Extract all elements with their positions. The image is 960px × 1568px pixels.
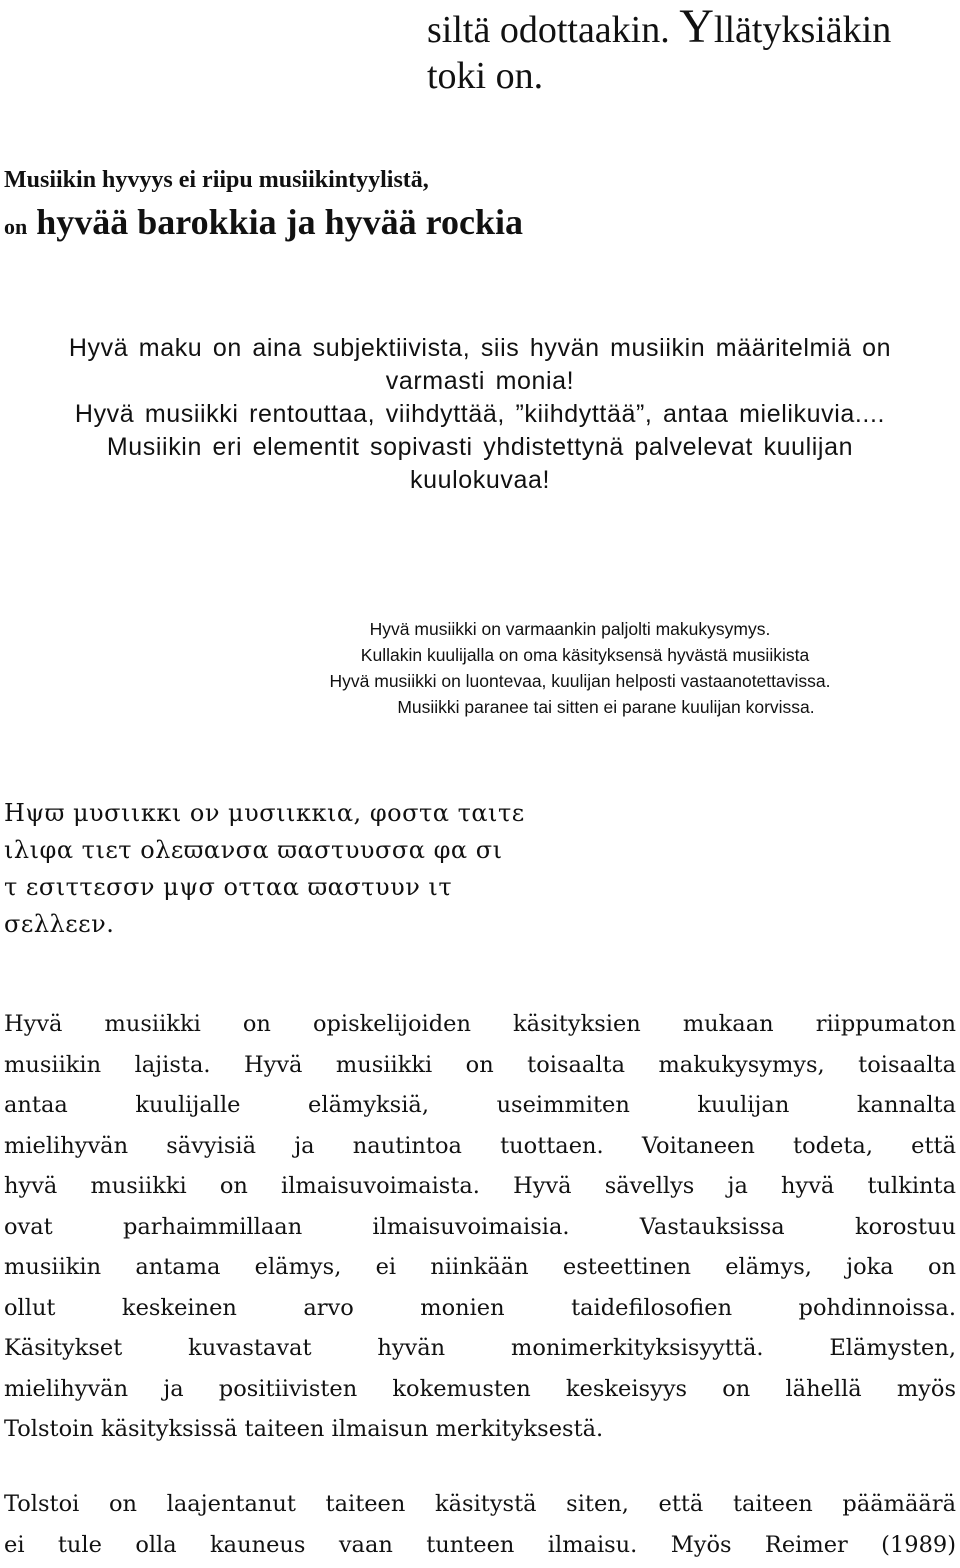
top-text-fragment [427, 0, 957, 99]
para2-line: Tolstoi on laajentanut taiteen käsitystä siten, että taiteen päämäärä [4, 1491, 956, 1517]
body-paragraph-2 [4, 1484, 956, 1565]
quote2-line: Hyvä musiikki on varmaankin paljolti makukysymys. [369, 619, 771, 639]
garbled-line: ιλιφα τιετ ολεϖανσα ϖαστυυσσα φα σι [4, 836, 503, 864]
body-paragraph-1 [4, 1004, 956, 1450]
garbled-line: Ηψϖ μυσιικκι ον μυσιικκια, φοστα ταιτε [4, 799, 525, 827]
heading-line-2-small: on [4, 214, 28, 239]
quote1-line: Hyvä musiikki rentouttaa, viihdyttää, ”kiihdyttää”, antaa mielikuvia.... [74, 400, 886, 428]
para2-line: ei tule olla kauneus vaan tunteen ilmaisu. Myös Reimer (1989) [4, 1531, 956, 1558]
para1-line: mielihyvän ja positiivisten kokemusten keskeisyys on lähellä myös [4, 1375, 956, 1402]
quote1-line: Musiikin eri elementit sopivasti yhdistettynä palvelevat kuulijan [106, 433, 854, 461]
garbled-line: τ εσιττεσσν μψσ οτταα ϖαστυυν ιτ [4, 873, 453, 901]
top-fragment-line-2: toki on. [427, 55, 544, 97]
heading-line-2-main: hyvää barokkia ja hyvää rockia [36, 202, 524, 242]
quote-block-1 [0, 332, 960, 497]
para1-line: Käsitykset kuvastavat hyvän monimerkityksisyyttä. Elämysten, [4, 1335, 956, 1361]
para1-line: ollut keskeinen arvo monien taidefilosofien pohdinnoissa. [4, 1294, 956, 1321]
section-heading [4, 160, 904, 249]
para1-line: Hyvä musiikki on opiskelijoiden käsityksien mukaan riippumaton [4, 1011, 956, 1037]
quote-block-2 [0, 616, 960, 720]
para1-line: Tolstoin käsityksissä taiteen ilmaisun merkityksestä. [4, 1416, 604, 1442]
quote2-line: Kullakin kuulijalla on oma käsityksensä hyvästä musiikista [360, 645, 810, 665]
para1-line: mielihyvän sävyisiä ja nautintoa tuottaen. Voitaneen todeta, että [4, 1132, 956, 1159]
symbol-font-text-block [4, 795, 524, 943]
heading-line-2 [4, 200, 904, 249]
garbled-line: σελλεεν. [4, 910, 115, 938]
top-fragment-capital: Y [679, 0, 714, 53]
quote1-line: Hyvä maku on aina subjektiivista, siis hyvän musiikin määritelmiä on [68, 334, 892, 362]
para1-line: ovat parhaimmillaan ilmaisuvoimaisia. Vastauksissa korostuu [4, 1213, 956, 1240]
quote2-line: Musiikki paranee tai sitten ei parane kuulijan korvissa. [397, 697, 815, 717]
para1-line: hyvä musiikki on ilmaisuvoimaista. Hyvä sävellys ja hyvä tulkinta [4, 1173, 956, 1199]
top-fragment-start: siltä odottaakin. [427, 9, 680, 51]
quote1-line: varmasti monia! [385, 367, 575, 395]
quote1-line: kuulokuvaa! [409, 466, 551, 494]
para1-line: musiikin antama elämys, ei niinkään esteettinen elämys, joka on [4, 1254, 956, 1280]
top-fragment-line-1 [427, 0, 957, 53]
top-fragment-end: llätyksiäkin [713, 9, 892, 51]
heading-line-1: Musiikin hyvyys ei riipu musiikintyylistä, [4, 167, 429, 193]
quote2-line: Hyvä musiikki on luontevaa, kuulijan helposti vastaanotettavissa. [329, 671, 831, 691]
para1-line: antaa kuulijalle elämyksiä, useimmiten kuulijan kannalta [4, 1092, 956, 1118]
para1-line: musiikin lajista. Hyvä musiikki on toisaalta makukysymys, toisaalta [4, 1051, 956, 1078]
